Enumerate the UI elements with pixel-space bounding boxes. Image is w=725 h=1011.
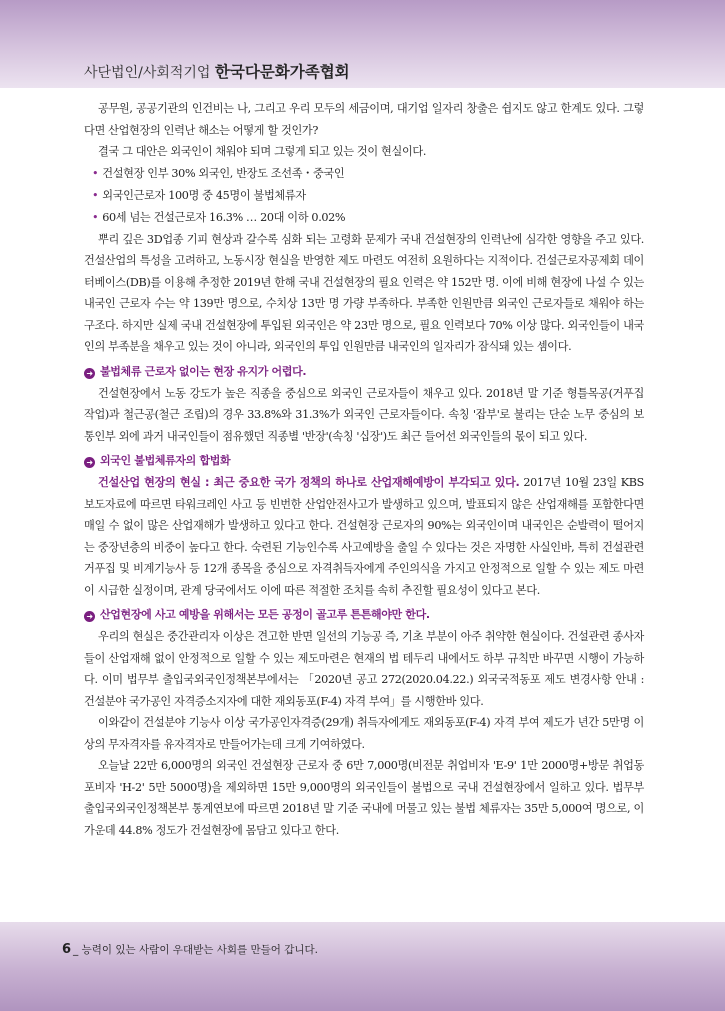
header-prefix: 사단법인/사회적기업 — [84, 65, 215, 81]
footer-band — [0, 922, 725, 1011]
bullet-dot-icon: • — [92, 210, 99, 224]
paragraph-reality: 우리의 현실은 중간관리자 이상은 견고한 반면 일선의 기능공 즉, 기초 부분이 아주 취약한 현실이다. 건설관련 종사자들이 산업재해 없이 안정적으로 일할 수 있는 제도마련은 현재의 법 테두리 내에서도 하부 규칙만 바꾸면 시행이 가능하다. 이미 법무부 출입국외국인정책본부에서는 「2020년 공고 272(2020.04.22.) 외국국적동포 제도 변경사항 안내 : 건설분야 국가공인 자격증소지자에 대한 재외동포(F-4) 자격 부여」를 시행한바 있다. — [84, 630, 644, 708]
paragraph-intro: 공무원, 공공기관의 인건비는 나, 그리고 우리 모두의 세금이며, 대기업 일자리 창출은 쉽지도 않고 한계도 있다. 그렇다면 산업현장의 인력난 해소는 어떻게 할 것인가? — [84, 102, 644, 137]
bullet-item: • 외국인근로자 100명 중 45명이 불법체류자 — [92, 188, 306, 202]
arrow-right-icon: ➜ — [84, 457, 95, 468]
paragraph-safety: 건설산업 현장의 현실 : 최근 중요한 국가 정책의 하나로 산업재해예방이 부각되고 있다. 2017년 10월 23일 KBS 보도자료에 따르면 타워크레인 사고 등 빈번한 산업안전사고가 발생하고 있으며, 발표되지 않은 산업재해를 포함한다면 매일 수 없이 많은 산업재해가 발생하고 있다고 한다. 건설현장 근로자의 90%는 외국인이며 내국인은 순발력이 떨어지는 중장년층의 비중이 높다고 한다. 숙련된 기능인수록 사고예방을 출일 수 있다는 것은 자명한 사실인바, 특히 건설관련 거푸집 및 비계기능사 등 12개 종목을 중심으로 자격취득자에게 주인의식을 가지고 안정적으로 일할 수 있는 제도 마련이 시급한 실정이며, 관계 당국에서도 이에 따른 적절한 조치를 속히 추진할 필요성이 있다고 본다. — [84, 476, 644, 597]
bullet-dot-icon: • — [92, 166, 99, 180]
section-heading-legalization: ➜ 외국인 불법체류자의 합법화 — [84, 450, 644, 472]
footer-tagline: 능력이 있는 사람이 우대받는 사회를 만들어 갑니다. — [81, 944, 319, 956]
paragraph-f4-status: 이와같이 건설분야 기능사 이상 국가공인자격증(29개) 취득자에게도 재외동포(F-4) 자격 부여 제도가 년간 5만명 이상의 무자격자를 유자격자로 만들어가는데 크게 기여하였다. — [84, 716, 644, 751]
section-heading-illegal-workers: ➜ 불법체류 근로자 없이는 현장 유지가 어렵다. — [84, 361, 644, 383]
article-body — [84, 98, 644, 841]
arrow-right-icon: ➜ — [84, 368, 95, 379]
bullet-item: • 건설현장 인부 30% 외국인, 반장도 조선족・중국인 — [92, 166, 345, 180]
header-org-name: 한국다문화가족협회 — [214, 63, 350, 81]
footer-line — [62, 942, 318, 957]
header-title — [84, 60, 350, 82]
arrow-right-icon: ➜ — [84, 611, 95, 622]
header-band — [0, 0, 725, 88]
bullet-dot-icon: • — [92, 188, 99, 202]
paragraph-statistics: 오늘날 22만 6,000명의 외국인 건설현장 근로자 중 6만 7,000명(비전문 취업비자 'E-9' 1만 2000명+방문 취업동포비자 'H-2' 5만 5000명)을 제외하면 15만 9,000명의 외국인들이 불법으로 국내 건설현장에서 일하고 있다. 법무부 출입국외국인정책본부 통계연보에 따르면 2018년 말 기준 국내에 머물고 있는 불법 체류자는 35만 5,000여 명으로, 이 가운데 44.8% 정도가 건설현장에 몸담고 있다고 한다. — [84, 759, 644, 837]
page-number: 6 — [62, 942, 72, 957]
paragraph-labor-shortage: 뿌리 깊은 3D업종 기피 현상과 갈수록 심화 되는 고령화 문제가 국내 건설현장의 인력난에 심각한 영향을 주고 있다. 건설산업의 특성을 고려하고, 노동시장 현실을 반영한 제도 마련도 여전히 요원하다는 지적이다. 건설근로자공제회 데이터베이스(DB)를 이용해 추정한 2019년 한해 국내 건설현장의 필요 인력은 약 152만 명. 이에 비해 현장에 나설 수 있는 내국인 근로자 수는 약 139만 명으로, 수치상 13만 명 가량 부족하다. 부족한 인원만큼 외국인 근로자들로 채워야 하는 구조다. 하지만 실제 국내 건설현장에 투입된 외국인은 약 23만 명으로, 필요 인력보다 70% 이상 많다. 외국인들이 내국인의 부족분을 채우고 있는 것이 아니라, 외국인의 투입 인원만큼 내국인의 일자리가 잠식돼 있는 셈이다. — [84, 232, 644, 353]
footer-separator: _ — [73, 944, 82, 956]
paragraph-foreign-workers: 건설현장에서 노동 강도가 높은 직종을 중심으로 외국인 근로자들이 채우고 있다. 2018년 말 기준 형틀목공(거푸집 작업)과 철근공(철근 조립)의 경우 33.8%와 31.3%가 외국인 근로자들이다. 속칭 '잡부'로 불리는 단순 노무 중심의 보통인부 외에 과거 내국인들이 점유했던 직종별 '반장'(속칭 '십장')도 최근 들어선 외국인들의 몫이 되고 있다. — [84, 386, 644, 443]
section-heading-accident-prevention: ➜ 산업현장에 사고 예방을 위해서는 모든 공정이 골고루 튼튼해야만 한다. — [84, 604, 644, 626]
emphasis-text: 건설산업 현장의 현실 : 최근 중요한 국가 정책의 하나로 산업재해예방이 부각되고 있다. — [98, 476, 520, 489]
paragraph-conclusion: 결국 그 대안은 외국인이 채워야 되며 그렇게 되고 있는 것이 현실이다. — [98, 145, 427, 158]
bullet-item: • 60세 넘는 건설근로자 16.3% … 20대 이하 0.02% — [92, 210, 346, 224]
